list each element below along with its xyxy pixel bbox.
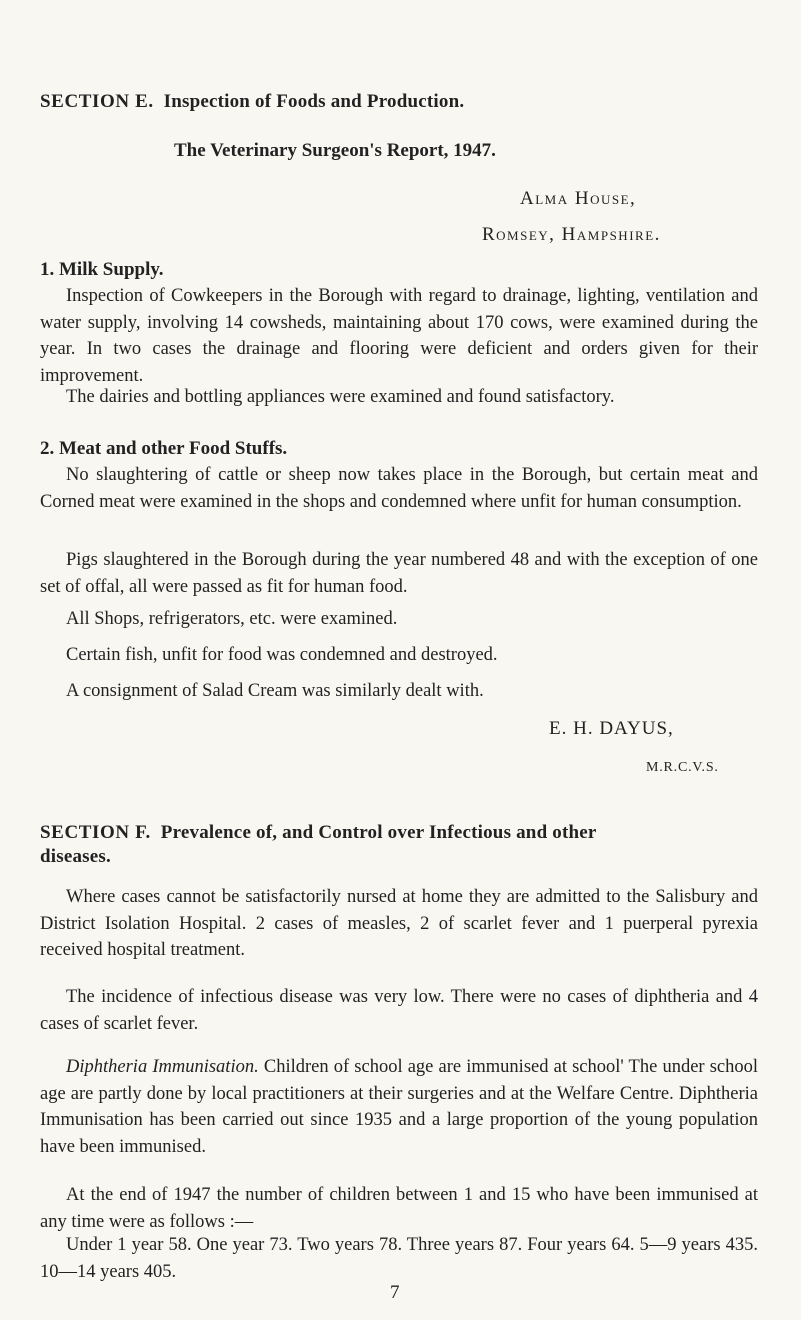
section-e-heading xyxy=(40,91,464,113)
milk-supply-paragraph-2: The dairies and bottling appliances were examined and found satisfactory. xyxy=(66,387,615,407)
section-f-paragraph-4: At the end of 1947 the number of children between 1 and 15 who have been immunised at any time were as follows :— xyxy=(40,1185,758,1232)
section-e-title: Inspection of Foods and Production. xyxy=(163,91,465,112)
section-f-heading xyxy=(40,822,760,844)
milk-supply-paragraph-1: Inspection of Cowkeepers in the Borough with regard to drainage, lighting, ventilation and water supply, involving 14 cowsheds, maintaining about 170 cows, were examined during the year. In two cases the drainage and flooring were deficient and orders given for their improvement. xyxy=(40,286,758,386)
section-e-label: SECTION E. xyxy=(40,91,154,112)
signature-name: E. H. DAYUS, xyxy=(549,718,674,739)
meat-paragraph-1: No slaughtering of cattle or sheep now takes place in the Borough, but certain meat and Corned meat were examined in the shops and condemned where unfit for human consumption. xyxy=(40,465,758,512)
milk-supply-heading: 1. Milk Supply. xyxy=(40,259,164,280)
signature-qualification: M.R.C.V.S. xyxy=(646,760,719,775)
diphtheria-immunisation-text: Children of school age are immunised at school' The under school age are partly done by local practitioners at their surgeries and at the Welfare Centre. Diphtheria Immunisation has been carried out since 1935 and a large proportion of the young population have been immunised. xyxy=(40,1057,758,1157)
meat-paragraph-5: A consignment of Salad Cream was similarly dealt with. xyxy=(66,681,484,701)
section-f-title-line-1: Prevalence of, and Control over Infectious and other xyxy=(160,822,597,843)
section-f-title-line-2: diseases. xyxy=(40,846,111,867)
address-line-1: Alma House, xyxy=(520,188,637,209)
section-f-paragraph-5: Under 1 year 58. One year 73. Two years 78. Three years 87. Four years 64. 5—9 years 435. 10—14 years 405. xyxy=(40,1235,758,1282)
diphtheria-immunisation-heading: Diphtheria Immunisation. xyxy=(66,1057,259,1077)
report-title: The Veterinary Surgeon's Report, 1947. xyxy=(174,140,496,161)
section-f-paragraph-2: The incidence of infectious disease was very low. There were no cases of diphtheria and 4 cases of scarlet fever. xyxy=(40,987,758,1034)
meat-paragraph-2: Pigs slaughtered in the Borough during the year numbered 48 and with the exception of one set of offal, all were passed as fit for human food. xyxy=(40,550,758,597)
meat-heading: 2. Meat and other Food Stuffs. xyxy=(40,438,288,459)
page-number: 7 xyxy=(390,1282,400,1303)
section-f-paragraph-3 xyxy=(40,1054,758,1160)
section-f-label: SECTION F. xyxy=(40,822,151,843)
meat-paragraph-3: All Shops, refrigerators, etc. were examined. xyxy=(66,609,398,629)
section-f-paragraph-1: Where cases cannot be satisfactorily nursed at home they are admitted to the Salisbury and District Isolation Hospital. 2 cases of measles, 2 of scarlet fever and 1 puerperal pyrexia received hospital treatment. xyxy=(40,887,758,960)
meat-paragraph-4: Certain fish, unfit for food was condemned and destroyed. xyxy=(66,645,498,665)
address-line-2: Romsey, Hampshire. xyxy=(482,224,661,245)
